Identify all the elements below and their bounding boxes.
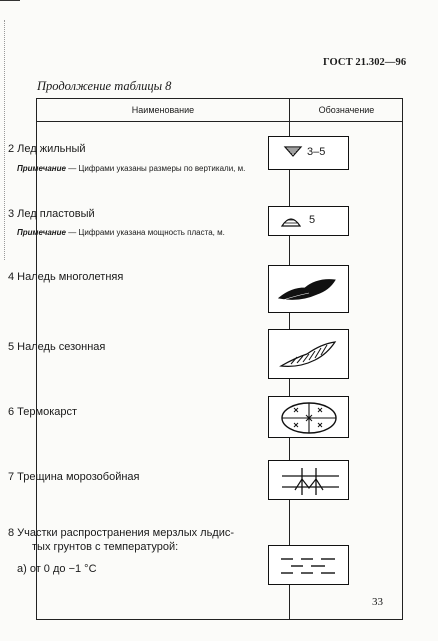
symbol-permafrost-zone <box>268 545 349 585</box>
row-title-perennial-icing: 4 Наледь многолетняя <box>8 271 124 283</box>
note-text: — Цифрами указана мощность пласта, м. <box>65 228 225 237</box>
table-caption: Продолжение таблицы 8 <box>37 79 172 93</box>
note-text: — Цифрами указаны размеры по вертикали, м. <box>65 164 246 173</box>
wedge-ice-size: 3–5 <box>307 146 326 158</box>
row-title-line1: 8 Участки распространения мерзлых льдис- <box>8 527 235 539</box>
perennial-icing-icon <box>269 266 350 314</box>
column-header-symbol: Обозначение <box>318 105 375 115</box>
frost-crack-icon <box>269 461 350 501</box>
row-note-sheet-ice <box>17 227 249 238</box>
page-number: 33 <box>372 596 383 608</box>
row-note-wedge-ice <box>17 163 249 174</box>
symbol-wedge-ice <box>268 136 349 170</box>
note-label: Примечание <box>17 164 66 173</box>
symbol-sheet-ice <box>268 206 349 236</box>
margin-mark <box>0 0 20 15</box>
thermokarst-icon <box>269 397 350 439</box>
row-title-frost-crack: 7 Трещина морозобойная <box>8 471 140 483</box>
document-code: ГОСТ 21.302—96 <box>323 57 407 68</box>
note-label: Примечание <box>17 228 66 237</box>
row-title-wedge-ice: 2 Лед жильный <box>8 143 86 155</box>
symbol-frost-crack <box>268 460 349 500</box>
row-title-seasonal-icing: 5 Наледь сезонная <box>8 341 106 353</box>
row-title-line2: тых грунтов с температурой: <box>32 541 179 553</box>
row-title-thermokarst: 6 Термокарст <box>8 406 78 418</box>
symbol-perennial-icing <box>268 265 349 313</box>
row-title-permafrost-zones <box>8 526 248 554</box>
binding-edge <box>4 20 5 260</box>
header-divider <box>37 121 402 122</box>
row-subitem-range-a: а) от 0 до −1 °С <box>17 563 97 575</box>
sheet-ice-thickness: 5 <box>309 214 316 226</box>
column-header-name: Наименование <box>131 105 195 115</box>
symbol-thermokarst <box>268 396 349 438</box>
row-title-sheet-ice: 3 Лед пластовый <box>8 208 95 220</box>
seasonal-icing-icon <box>269 330 350 380</box>
permafrost-zone-icon <box>269 546 350 586</box>
symbol-seasonal-icing <box>268 329 349 379</box>
